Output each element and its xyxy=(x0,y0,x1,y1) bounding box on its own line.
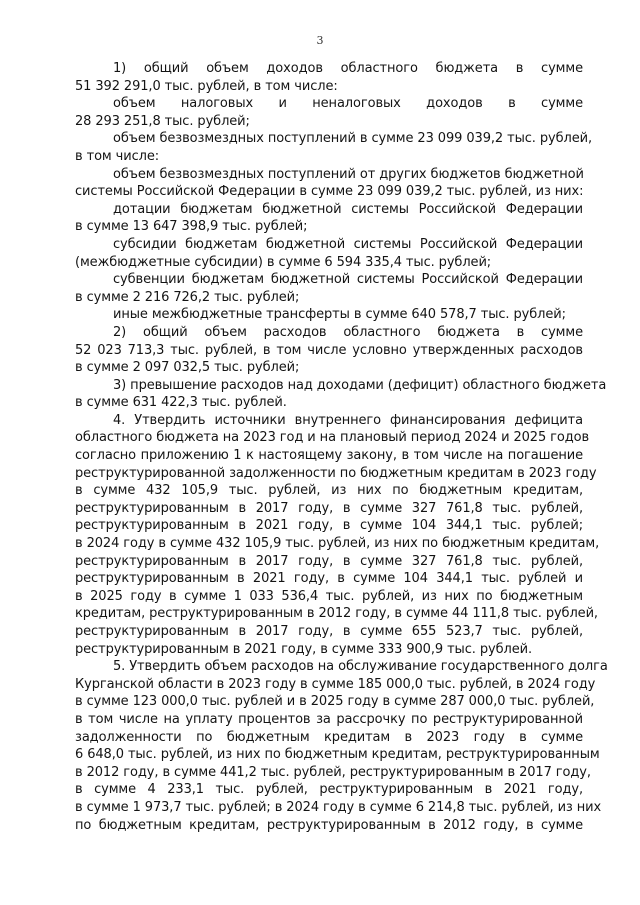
text-line: кредитам, реструктурированным в 2012 году, в сумме 44 111,8 тыс. рублей, xyxy=(75,606,598,622)
text-line: 5. Утвердить объем расходов на обслуживание государственного долга xyxy=(113,659,608,675)
text-line: Курганской области в 2023 году в сумме 185 000,0 тыс. рублей, в 2024 году xyxy=(75,676,596,692)
text-line: 4. Утвердить источники внутреннего финансирования дефицита xyxy=(113,412,583,428)
text-line: в том числе: xyxy=(75,148,160,164)
text-line: объем безвозмездных поступлений от других бюджетов бюджетной xyxy=(113,166,584,182)
text-line: в сумме 1 973,7 тыс. рублей; в 2024 году в сумме 6 214,8 тыс. рублей, из них xyxy=(75,799,602,815)
text-line: в том числе на уплату процентов за рассрочку по реструктурированной xyxy=(75,711,583,727)
text-line: 3) превышение расходов над доходами (дефицит) областного бюджета xyxy=(113,377,607,393)
text-line: в сумме 631 422,3 тыс. рублей. xyxy=(75,395,287,411)
text-line: в сумме 432 105,9 тыс. рублей, из них по бюджетным кредитам, xyxy=(75,483,583,499)
text-line: реструктурированным в 2021 году, в сумме 104 344,1 тыс. рублей и xyxy=(75,571,583,587)
text-line: в 2012 году, в сумме 441,2 тыс. рублей, реструктурированным в 2017 году, xyxy=(75,764,591,780)
text-line: иные межбюджетные трансферты в сумме 640 578,7 тыс. рублей; xyxy=(113,307,566,323)
text-line: реструктурированным в 2021 году, в сумме 104 344,1 тыс. рублей; xyxy=(75,518,583,534)
text-line: субсидии бюджетам бюджетной системы Российской Федерации xyxy=(113,236,583,252)
text-line: 1) общий объем доходов областного бюджета в сумме xyxy=(113,61,583,76)
text-line: областного бюджета на 2023 год и на плановый период 2024 и 2025 годов xyxy=(75,430,590,446)
text-line: реструктурированным в 2017 году, в сумме 327 761,8 тыс. рублей, xyxy=(75,500,583,516)
text-line: реструктурированным в 2017 году, в сумме 655 523,7 тыс. рублей, xyxy=(75,624,583,639)
text-line: согласно приложению 1 к настоящему закону, в том числе на погашение xyxy=(75,448,583,464)
text-line: 52 023 713,3 тыс. рублей, в том числе условно утвержденных расходов xyxy=(75,342,583,358)
text-line: 6 648,0 тыс. рублей, из них по бюджетным кредитам, реструктурированным xyxy=(75,747,600,763)
text-line: реструктурированным в 2017 году, в сумме 327 761,8 тыс. рублей, xyxy=(75,553,583,569)
text-line: дотации бюджетам бюджетной системы Российской Федерации xyxy=(113,201,583,217)
text-line: реструктурированной задолженности по бюджетным кредитам в 2023 году xyxy=(75,465,597,481)
text-line: 2) общий объем расходов областного бюджета в сумме xyxy=(113,324,583,340)
text-line: задолженности по бюджетным кредитам в 2023 году в сумме xyxy=(75,729,583,745)
text-line: в сумме 4 233,1 тыс. рублей, реструктурированным в 2021 году, xyxy=(75,782,583,798)
text-line: в сумме 123 000,0 тыс. рублей и в 2025 году в сумме 287 000,0 тыс. рублей, xyxy=(75,694,595,710)
text-line: 51 392 291,0 тыс. рублей, в том числе: xyxy=(75,78,338,94)
text-line: реструктурированным в 2021 году, в сумме 333 900,9 тыс. рублей. xyxy=(75,641,532,657)
text-line: объем налоговых и неналоговых доходов в сумме xyxy=(113,96,583,112)
text-line: в сумме 2 097 032,5 тыс. рублей; xyxy=(75,360,300,376)
document-body xyxy=(75,60,608,834)
text-line: (межбюджетные субсидии) в сумме 6 594 335,4 тыс. рублей; xyxy=(75,254,492,270)
text-line: субвенции бюджетам бюджетной системы Российской Федерации xyxy=(113,272,583,288)
text-line: в 2024 году в сумме 432 105,9 тыс. рублей, из них по бюджетным кредитам, xyxy=(75,536,600,552)
text-line: объем безвозмездных поступлений в сумме 23 099 039,2 тыс. рублей, xyxy=(113,131,592,147)
text-line: в 2025 году в сумме 1 033 536,4 тыс. рублей, из них по бюджетным xyxy=(75,588,583,604)
text-line: по бюджетным кредитам, реструктурированным в 2012 году, в сумме xyxy=(75,817,583,833)
text-line: в сумме 2 216 726,2 тыс. рублей; xyxy=(75,289,300,305)
text-line: в сумме 13 647 398,9 тыс. рублей; xyxy=(75,219,308,235)
page-number: 3 xyxy=(316,34,324,47)
text-line: системы Российской Федерации в сумме 23 099 039,2 тыс. рублей, из них: xyxy=(75,184,584,200)
text-line: 28 293 251,8 тыс. рублей; xyxy=(75,113,250,129)
